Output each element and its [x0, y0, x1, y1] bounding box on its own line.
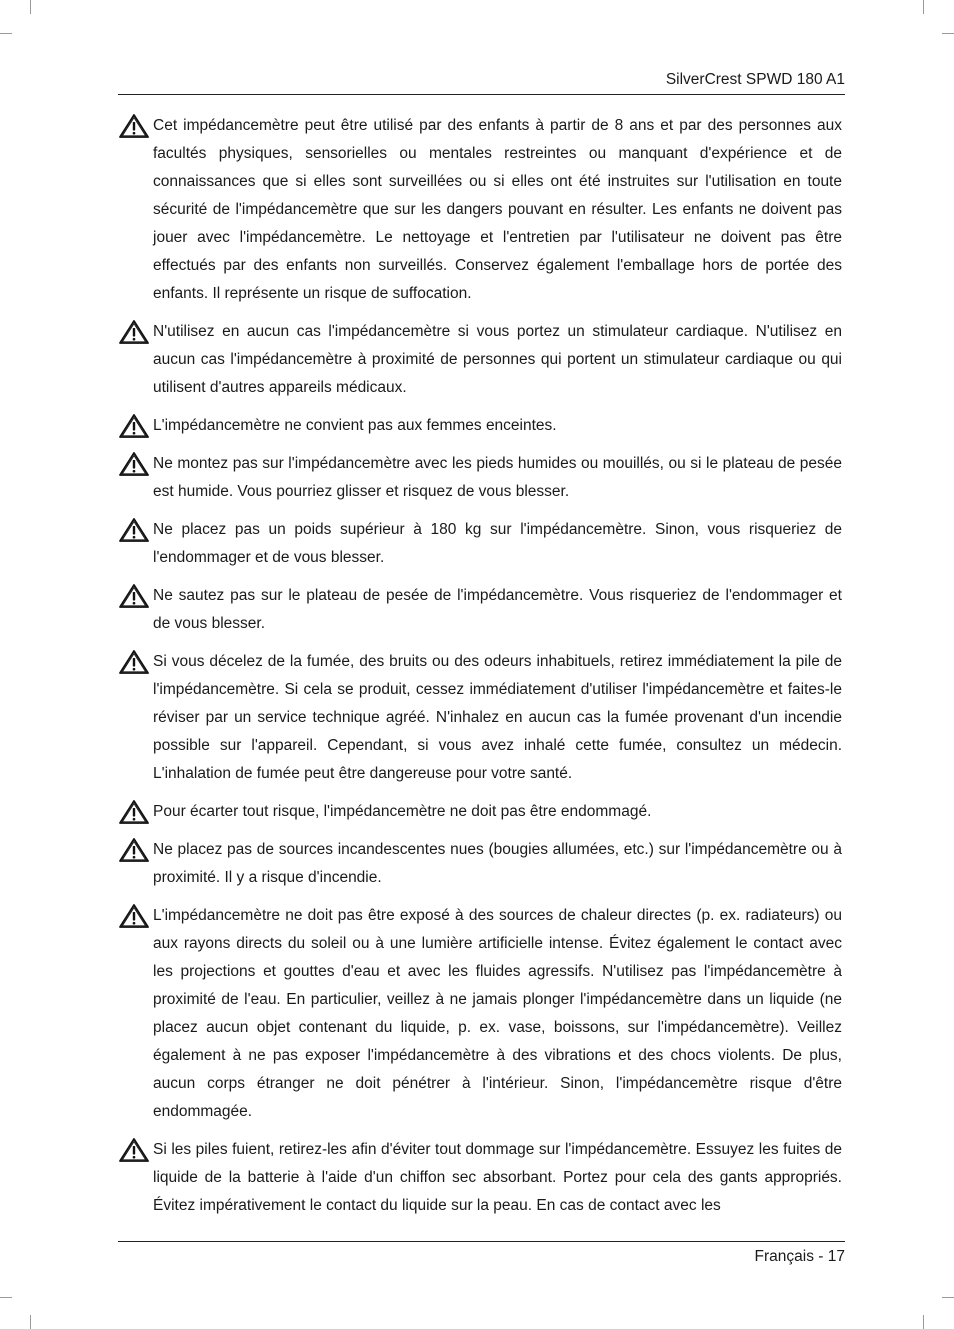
warning-item [118, 648, 842, 788]
warning-triangle-icon [118, 799, 150, 825]
warning-item [118, 1136, 842, 1220]
warning-text: Si les piles fuient, retirez-les afin d'éviter tout dommage sur l'impédancemètre. Essuyez les fuites de liquide de la batterie à l'aide d'un chiffon sec absorbant. Portez pour cela des gants appropriés. Évitez impérativement le contact du liquide sur la peau. En cas de contact avec les [153, 1141, 842, 1214]
warning-text: Ne placez pas de sources incandescentes nues (bougies allumées, etc.) sur l'impédancemètre ou à proximité. Il y a risque d'incendie. [153, 841, 842, 886]
warning-text: L'impédancemètre ne convient pas aux femmes enceintes. [153, 417, 557, 434]
warning-text: N'utilisez en aucun cas l'impédancemètre si vous portez un stimulateur cardiaque. N'utilisez en aucun cas l'impédancemètre à proximité de personnes qui portent un stimulateur cardiaque ou qui utilisent d'autres appareils médicaux. [153, 323, 842, 396]
crop-mark [30, 1315, 31, 1329]
header-rule [118, 94, 845, 95]
warning-item [118, 112, 842, 308]
page-footer: Français - 17 [754, 1248, 845, 1265]
warning-text: Cet impédancemètre peut être utilisé par des enfants à partir de 8 ans et par des personnes aux facultés physiques, sensorielles ou mentales restreintes ou manquant d'expérience et de connaissances que si elles sont surveillées ou si elles ont été instruites sur l'utilisation en toute sécurité de l'impédancemètre que sur les dangers pouvant en résulter. Les enfants ne doivent pas jouer avec l'impédancemètre. Le nettoyage et l'entretien par l'utilisateur ne doivent pas être effectués par des enfants non surveillés. Conservez également l'emballage hors de portée des enfants. Il représente un risque de suffocation. [153, 117, 842, 302]
warning-item [118, 450, 842, 506]
warning-item [118, 902, 842, 1126]
warning-item [118, 836, 842, 892]
crop-mark [923, 0, 924, 14]
page-header: SilverCrest SPWD 180 A1 [665, 71, 845, 88]
warning-item [118, 318, 842, 402]
warning-triangle-icon [118, 649, 150, 675]
warning-text: Ne montez pas sur l'impédancemètre avec les pieds humides ou mouillés, ou si le plateau de pesée est humide. Vous pourriez glisser et risquez de vous blesser. [153, 455, 842, 500]
warning-triangle-icon [118, 837, 150, 863]
crop-mark [942, 1297, 954, 1298]
warning-item [118, 798, 842, 826]
warning-text: Ne placez pas un poids supérieur à 180 kg sur l'impédancemètre. Sinon, vous risqueriez de l'endommager et de vous blesser. [153, 521, 842, 566]
crop-mark [0, 33, 12, 34]
warning-triangle-icon [118, 113, 150, 139]
warning-triangle-icon [118, 903, 150, 929]
warning-text: Pour écarter tout risque, l'impédancemètre ne doit pas être endommagé. [153, 803, 652, 820]
warning-text: L'impédancemètre ne doit pas être exposé à des sources de chaleur directes (p. ex. radiateurs) ou aux rayons directs du soleil ou à une lumière artificielle intense. Évitez également le contact avec les projections et gouttes d'eau et avec les fluides agressifs. N'utilisez pas l'impédancemètre à proximité de l'eau. En particulier, veillez à ne jamais plonger l'impédancemètre dans un liquide (ne placez aucun objet contenant du liquide, p. ex. vase, boissons, sur l'impédancemètre). Veillez également à ne pas exposer l'impédancemètre à des vibrations et des chocs violents. De plus, aucun corps étranger ne doit pénétrer à l'intérieur. Sinon, l'impédancemètre risque d'être endommagée. [153, 907, 842, 1120]
crop-mark [0, 1297, 12, 1298]
warning-item [118, 582, 842, 638]
warning-triangle-icon [118, 583, 150, 609]
crop-mark [923, 1315, 924, 1329]
warning-triangle-icon [118, 319, 150, 345]
warning-triangle-icon [118, 517, 150, 543]
warnings-list [118, 112, 842, 1230]
crop-mark [942, 33, 954, 34]
warning-text: Si vous décelez de la fumée, des bruits ou des odeurs inhabituels, retirez immédiatement la pile de l'impédancemètre. Si cela se produit, cessez immédiatement d'utiliser l'impédancemètre et faites-le réviser par un service technique agréé. N'inhalez en aucun cas la fumée provenant d'un incendie possible sur l'appareil. Cependant, si vous avez inhalé cette fumée, consultez un médecin. L'inhalation de fumée peut être dangereuse pour votre santé. [153, 653, 842, 782]
crop-mark [30, 0, 31, 14]
warning-triangle-icon [118, 1137, 150, 1163]
warning-item [118, 516, 842, 572]
warning-triangle-icon [118, 413, 150, 439]
warning-text: Ne sautez pas sur le plateau de pesée de l'impédancemètre. Vous risqueriez de l'endommager et de vous blesser. [153, 587, 842, 632]
footer-rule [118, 1241, 845, 1242]
warning-item [118, 412, 842, 440]
warning-triangle-icon [118, 451, 150, 477]
